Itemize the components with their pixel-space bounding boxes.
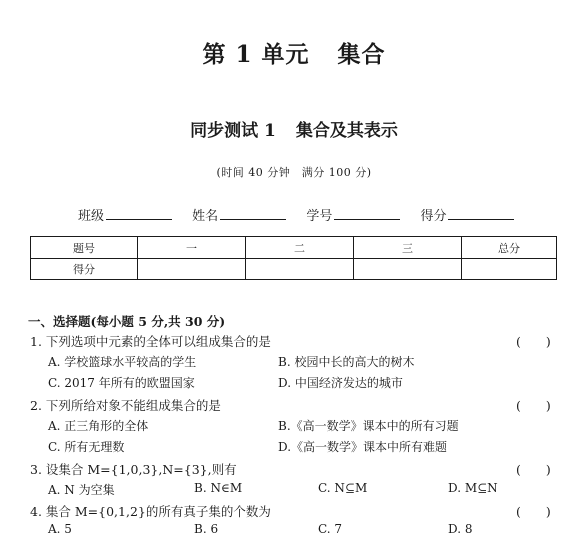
question-2-option-b: B.《高一数学》课本中的所有习题 <box>278 419 459 433</box>
test-name: 集合及其表示 <box>295 121 398 141</box>
question-3-stem: 3. 设集合 M={1,0,3},N={3},则有 <box>30 462 237 477</box>
test-title <box>0 116 588 141</box>
question-4-option-c: C. 7 <box>318 522 343 536</box>
name-field <box>192 205 286 224</box>
question-3-option-d: D. M⊆N <box>448 481 498 495</box>
score-table-header-row <box>31 237 557 259</box>
question-2-option-a: A. 正三角形的全体 <box>48 419 149 433</box>
score-field <box>420 205 514 224</box>
time-limit-line: (时间 40 分钟 满分 100 分) <box>216 166 372 179</box>
name-label: 姓名 <box>192 209 219 224</box>
score-cell-part-2[interactable] <box>246 259 354 280</box>
class-blank[interactable] <box>106 207 172 220</box>
student-id-label: 学号 <box>306 209 333 224</box>
student-info-row <box>78 205 530 224</box>
score-cell-part-3[interactable] <box>354 259 462 280</box>
question-4-answer-blank[interactable]: ( ) <box>516 504 551 519</box>
question-1-option-d: D. 中国经济发达的城市 <box>278 376 403 390</box>
unit-number: 第 1 单元 <box>202 41 310 68</box>
question-2-option-d: D.《高一数学》课本中所有难题 <box>278 440 448 454</box>
header-question-number: 题号 <box>31 237 138 259</box>
test-number: 同步测试 1 <box>190 121 276 141</box>
question-2-answer-blank[interactable]: ( ) <box>516 398 551 413</box>
question-4-option-a: A. 5 <box>48 522 72 536</box>
unit-name: 集合 <box>337 41 386 68</box>
student-id-blank[interactable] <box>334 207 400 220</box>
question-3-option-a: A. N 为空集 <box>48 483 115 497</box>
class-field <box>78 205 172 224</box>
question-1-option-a: A. 学校篮球水平较高的学生 <box>48 355 197 369</box>
unit-title <box>0 36 588 69</box>
question-4-stem: 4. 集合 M={0,1,2}的所有真子集的个数为 <box>30 504 271 519</box>
score-cell-total[interactable] <box>462 259 557 280</box>
name-blank[interactable] <box>220 207 286 220</box>
score-row-label: 得分 <box>31 259 138 280</box>
question-1-option-c: C. 2017 年所有的欧盟国家 <box>48 376 195 390</box>
question-1-stem: 1. 下列选项中元素的全体可以组成集合的是 <box>30 334 271 349</box>
question-2-stem: 2. 下列所给对象不能组成集合的是 <box>30 398 221 413</box>
class-label: 班级 <box>78 209 105 224</box>
question-1-option-b: B. 校园中长的高大的树木 <box>278 355 415 369</box>
question-3-option-c: C. N⊆M <box>318 481 368 495</box>
question-3-option-b: B. N∈M <box>194 481 243 495</box>
header-part-2: 二 <box>246 237 354 259</box>
header-part-1: 一 <box>138 237 246 259</box>
score-table <box>30 236 557 280</box>
header-total: 总分 <box>462 237 557 259</box>
score-cell-part-1[interactable] <box>138 259 246 280</box>
question-1-answer-blank[interactable]: ( ) <box>516 334 551 349</box>
question-4-option-d: D. 8 <box>448 522 473 536</box>
question-2-option-c: C. 所有无理数 <box>48 440 125 454</box>
question-3-answer-blank[interactable]: ( ) <box>516 462 551 477</box>
student-id-field <box>306 205 400 224</box>
score-blank[interactable] <box>448 207 514 220</box>
score-label: 得分 <box>420 209 447 224</box>
section-heading: 一、选择题(每小题 5 分,共 30 分) <box>28 314 226 329</box>
score-table-score-row <box>31 259 557 280</box>
question-4-option-b: B. 6 <box>194 522 219 536</box>
header-part-3: 三 <box>354 237 462 259</box>
